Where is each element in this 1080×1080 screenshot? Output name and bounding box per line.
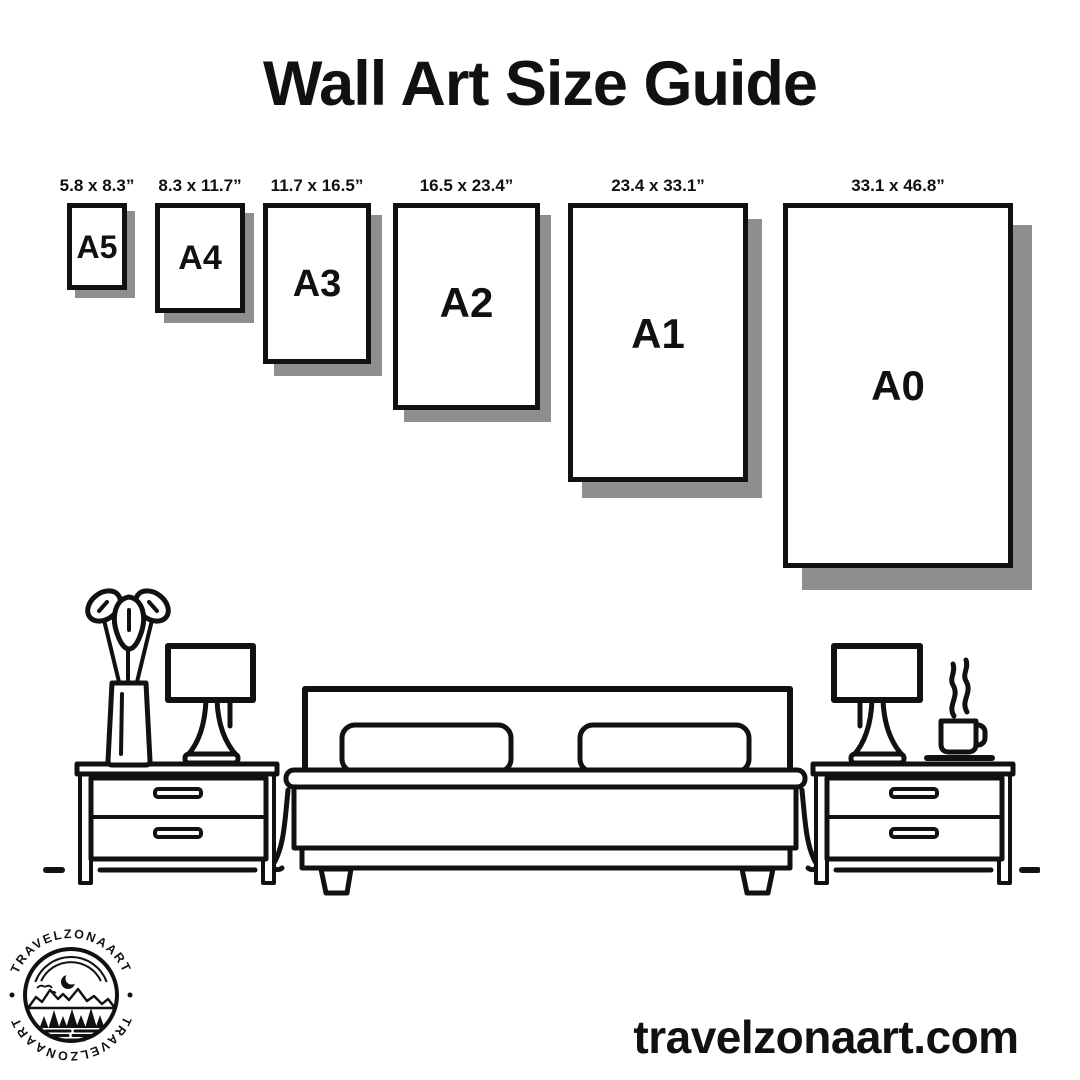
paper-a2	[393, 203, 540, 410]
frame-size-label: A0	[871, 361, 925, 409]
paper-a0	[783, 203, 1013, 568]
logo-text-bottom: TRAVELZONAART	[7, 1014, 135, 1064]
paper-a5	[67, 203, 127, 290]
bedroom-illustration	[40, 580, 1040, 910]
lamp-right-icon	[834, 646, 920, 763]
frame-size-label: A5	[76, 228, 118, 265]
size-frame-a1	[568, 176, 748, 482]
size-frame-a2	[393, 176, 540, 410]
paper-a3	[263, 203, 371, 364]
frame-size-label: A3	[292, 262, 342, 305]
lamp-left-icon	[168, 646, 253, 763]
travelzonaart-logo	[2, 928, 142, 1068]
frame-dimensions-label: 8.3 x 11.7”	[158, 176, 242, 195]
nightstand-left-icon	[77, 764, 277, 883]
size-frame-a0	[783, 176, 1013, 568]
frame-size-label: A4	[178, 239, 222, 277]
logo-dot-left	[10, 993, 15, 998]
size-frame-a4	[155, 176, 245, 313]
size-frame-a5	[59, 176, 135, 290]
frame-size-label: A1	[631, 309, 685, 357]
paper-a1	[568, 203, 748, 482]
page-title: Wall Art Size Guide	[263, 49, 817, 119]
coffee-cup-icon	[927, 660, 992, 758]
nightstand-right-icon	[813, 764, 1013, 883]
paper-a4	[155, 203, 245, 313]
frame-dimensions-label: 5.8 x 8.3”	[59, 176, 135, 195]
bed-icon	[273, 689, 817, 893]
logo-dot-right	[128, 993, 133, 998]
size-frame-a3	[263, 176, 371, 364]
frame-dimensions-label: 23.4 x 33.1”	[611, 176, 705, 195]
frame-dimensions-label: 33.1 x 46.8”	[851, 176, 945, 195]
website-url: travelzonaart.com	[633, 1011, 1019, 1063]
frame-size-label: A2	[439, 278, 494, 326]
frame-dimensions-label: 11.7 x 16.5”	[270, 176, 364, 195]
frame-dimensions-label: 16.5 x 23.4”	[419, 176, 514, 195]
logo-text-top: TRAVELZONAART	[7, 928, 135, 976]
vase-flowers-icon	[82, 585, 174, 765]
